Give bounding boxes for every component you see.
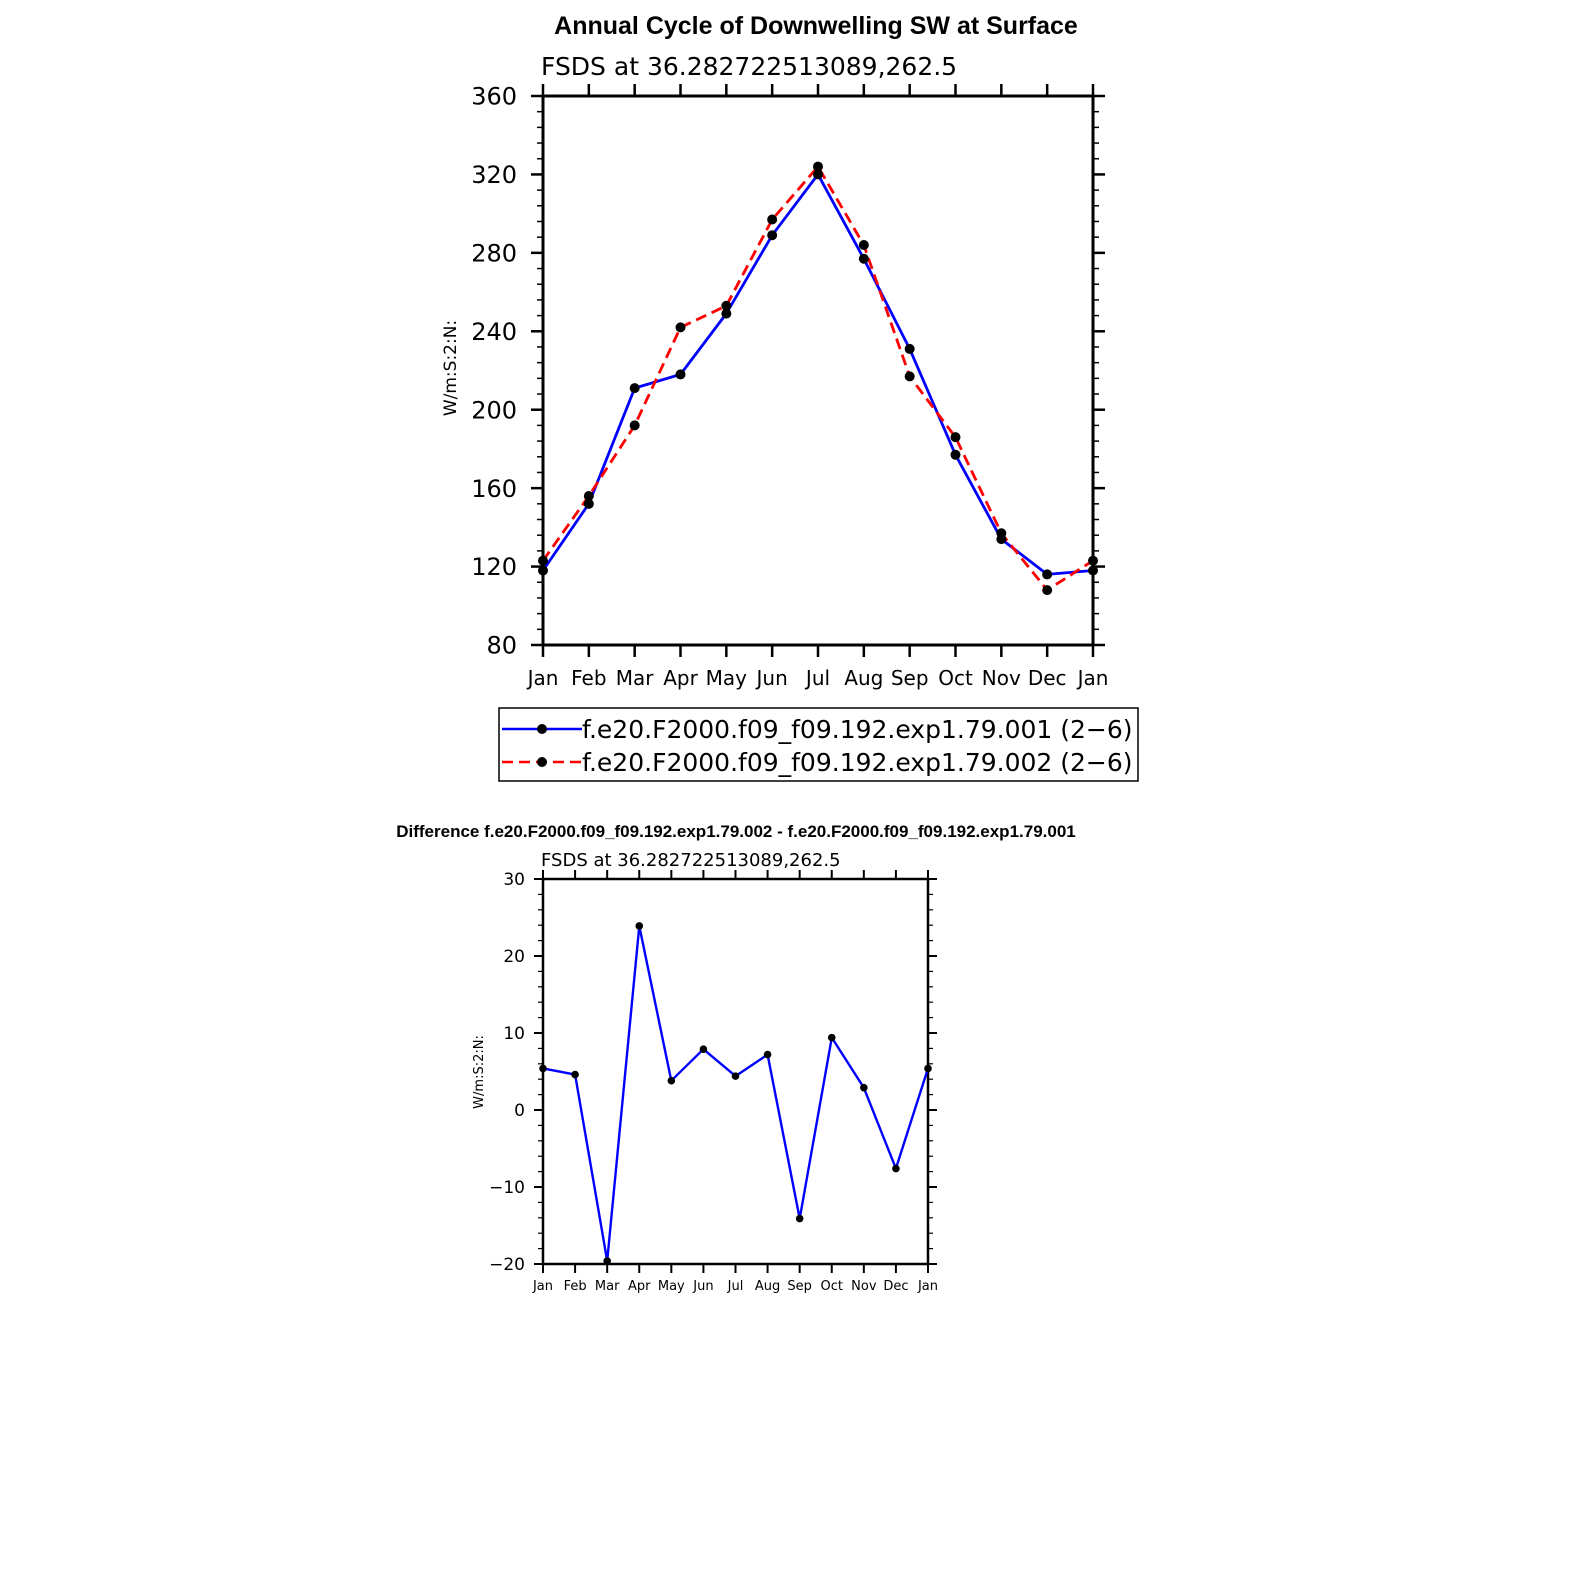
top-series-1-point [630, 383, 640, 393]
diff-x-tick-label: Jul [727, 1279, 744, 1294]
top-x-tick-label: Aug [844, 666, 884, 690]
diff-y-tick-label: −10 [489, 1178, 525, 1199]
diff-series-1-point [892, 1165, 900, 1173]
diff-x-tick-label: Oct [820, 1279, 843, 1294]
top-x-tick-label: Apr [663, 666, 698, 690]
top-x-tick-label: Sep [890, 666, 929, 690]
diff-x-tick-label: May [657, 1279, 685, 1294]
diff-series-1-point [700, 1045, 708, 1053]
diff-series-1-point [860, 1084, 868, 1092]
diff-series-1-point [668, 1077, 676, 1085]
diff-series-1-point [539, 1065, 547, 1073]
top-y-tick-label: 120 [471, 553, 517, 582]
diff-x-tick-label: Jan [532, 1279, 554, 1294]
top-subtitle: FSDS at 36.282722513089,262.5 [541, 52, 958, 81]
top-x-tick-label: Mar [615, 666, 654, 690]
top-legend [499, 708, 1138, 781]
top-y-tick-label: 160 [471, 474, 517, 503]
diff-x-tick-label: Mar [594, 1279, 620, 1294]
diff-title: Difference f.e20.F2000.f09_f09.192.exp1.79.002 - f.e20.F2000.f09_f09.192.exp1.79.001 [396, 822, 1076, 841]
diff-x-tick-label: Jan [917, 1279, 939, 1294]
diff-subtitle: FSDS at 36.282722513089,262.5 [541, 850, 841, 871]
top-series-2-point [813, 162, 823, 172]
top-series-2-point [630, 420, 640, 430]
top-y-tick-label: 280 [471, 239, 517, 268]
top-series-2-point [1088, 556, 1098, 566]
top-series-2-point [676, 322, 686, 332]
top-series-2-point [905, 371, 915, 381]
top-x-tick-label: Jul [805, 666, 831, 690]
diff-x-tick-label: Nov [851, 1279, 877, 1294]
top-x-tick-label: Nov [981, 666, 1021, 690]
top-series-1-point [767, 230, 777, 240]
top-series-1-point [1088, 565, 1098, 575]
diff-series-1-point [571, 1071, 579, 1079]
top-series-1-point [1042, 569, 1052, 579]
diff-x-tick-label: Feb [563, 1279, 587, 1294]
diff-x-tick-label: Dec [883, 1279, 909, 1294]
diff-series-1-point [828, 1034, 836, 1042]
diff-series-1-point [732, 1072, 740, 1080]
top-series-2-point [538, 556, 548, 566]
top-series-2-point [859, 240, 869, 250]
top-x-tick-label: Jan [1077, 666, 1109, 690]
legend-label-series-2: f.e20.F2000.f09_f09.192.exp1.79.002 (2−6) [582, 748, 1133, 777]
diff-series-1-point [764, 1051, 772, 1059]
diff-y-tick-label: 0 [514, 1101, 525, 1122]
diff-x-tick-label: Apr [628, 1279, 651, 1294]
diff-y-tick-label: 30 [503, 870, 525, 891]
top-y-tick-label: 320 [471, 161, 517, 190]
diff-x-tick-label: Aug [754, 1279, 781, 1294]
top-series-1-point [905, 344, 915, 354]
diff-y-tick-label: 20 [503, 947, 525, 968]
top-series-1-point [859, 254, 869, 264]
top-y-axis-label: W/m:S:2:N: [441, 319, 461, 417]
legend-marker-series-2 [537, 757, 547, 767]
diff-series-1-point [603, 1257, 611, 1265]
top-x-tick-label: May [705, 666, 748, 690]
top-y-tick-label: 200 [471, 396, 517, 425]
legend-label-series-1: f.e20.F2000.f09_f09.192.exp1.79.001 (2−6) [582, 715, 1133, 744]
main-title: Annual Cycle of Downwelling SW at Surface [554, 12, 1078, 40]
top-y-tick-label: 360 [471, 82, 517, 111]
top-y-tick-label: 80 [486, 631, 517, 660]
top-x-tick-label: Jan [527, 666, 559, 690]
top-series-2-point [996, 528, 1006, 538]
top-x-tick-label: Oct [938, 666, 973, 690]
top-series-1-point [951, 450, 961, 460]
legend-marker-series-1 [537, 724, 547, 734]
top-x-tick-label: Dec [1027, 666, 1067, 690]
top-series-1-point [538, 565, 548, 575]
top-series-2-point [1042, 585, 1052, 595]
diff-series-1-point [635, 922, 643, 930]
diff-y-tick-label: 10 [503, 1024, 525, 1045]
diff-x-tick-label: Sep [787, 1279, 812, 1294]
top-series-2-point [721, 301, 731, 311]
diff-series-1-point [796, 1215, 804, 1223]
top-series-2-point [584, 491, 594, 501]
top-series-2-point [767, 215, 777, 225]
top-x-tick-label: Feb [571, 666, 607, 690]
diff-series-1-point [924, 1065, 932, 1073]
top-x-tick-label: Jun [756, 666, 788, 690]
top-y-tick-label: 240 [471, 317, 517, 346]
top-series-1-point [676, 369, 686, 379]
diff-y-tick-label: −20 [489, 1255, 525, 1276]
diff-x-tick-label: Jun [693, 1279, 714, 1294]
diff-y-axis-label: W/m:S:2:N: [472, 1035, 487, 1109]
top-series-2-point [951, 432, 961, 442]
